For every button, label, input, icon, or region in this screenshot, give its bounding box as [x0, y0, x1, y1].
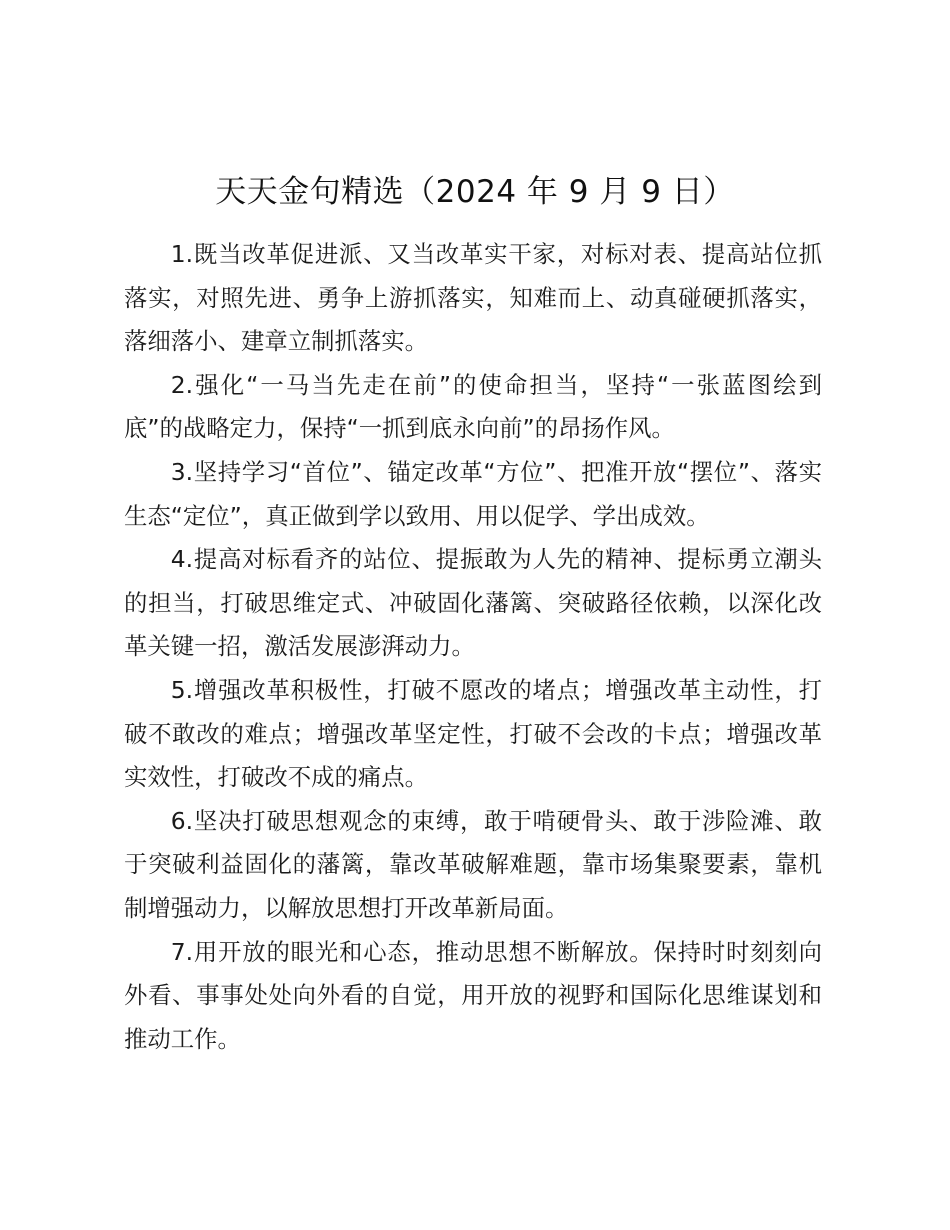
paragraph-6: 6.坚决打破思想观念的束缚，敢于啃硬骨头、敢于涉险滩、敢于突破利益固化的藩篱，靠改革破解难题，靠市场集聚要素，靠机制增强动力，以解放思想打开改革新局面。 [124, 806, 822, 922]
paragraph-4: 4.提高对标看齐的站位、提振敢为人先的精神、提标勇立潮头的担当，打破思维定式、冲破固化藩篱、突破路径依赖，以深化改革关键一招，激活发展澎湃动力。 [124, 545, 822, 661]
paragraph-2: 2.强化“一马当先走在前”的使命担当，坚持“一张蓝图绘到底”的战略定力，保持“一抓到底永向前”的昂扬作风。 [124, 370, 822, 443]
paragraph-3: 3.坚持学习“首位”、锚定改革“方位”、把准开放“摆位”、落实生态“定位”，真正做到学以致用、用以促学、学出成效。 [124, 457, 822, 530]
document-title: 天天金句精选（2024 年 9 月 9 日） [215, 174, 735, 210]
paragraph-7: 7.用开放的眼光和心态，推动思想不断解放。保持时时刻刻向外看、事事处处向外看的自觉，用开放的视野和国际化思维谋划和推动工作。 [124, 937, 822, 1053]
paragraph-5: 5.增强改革积极性，打破不愿改的堵点；增强改革主动性，打破不敢改的难点；增强改革坚定性，打破不会改的卡点；增强改革实效性，打破改不成的痛点。 [124, 675, 822, 792]
document-body [124, 233, 822, 1061]
paragraph-1: 1.既当改革促进派、又当改革实干家，对标对表、提高站位抓落实，对照先进、勇争上游抓落实，知难而上、动真碰硬抓落实，落细落小、建章立制抓落实。 [124, 240, 822, 356]
